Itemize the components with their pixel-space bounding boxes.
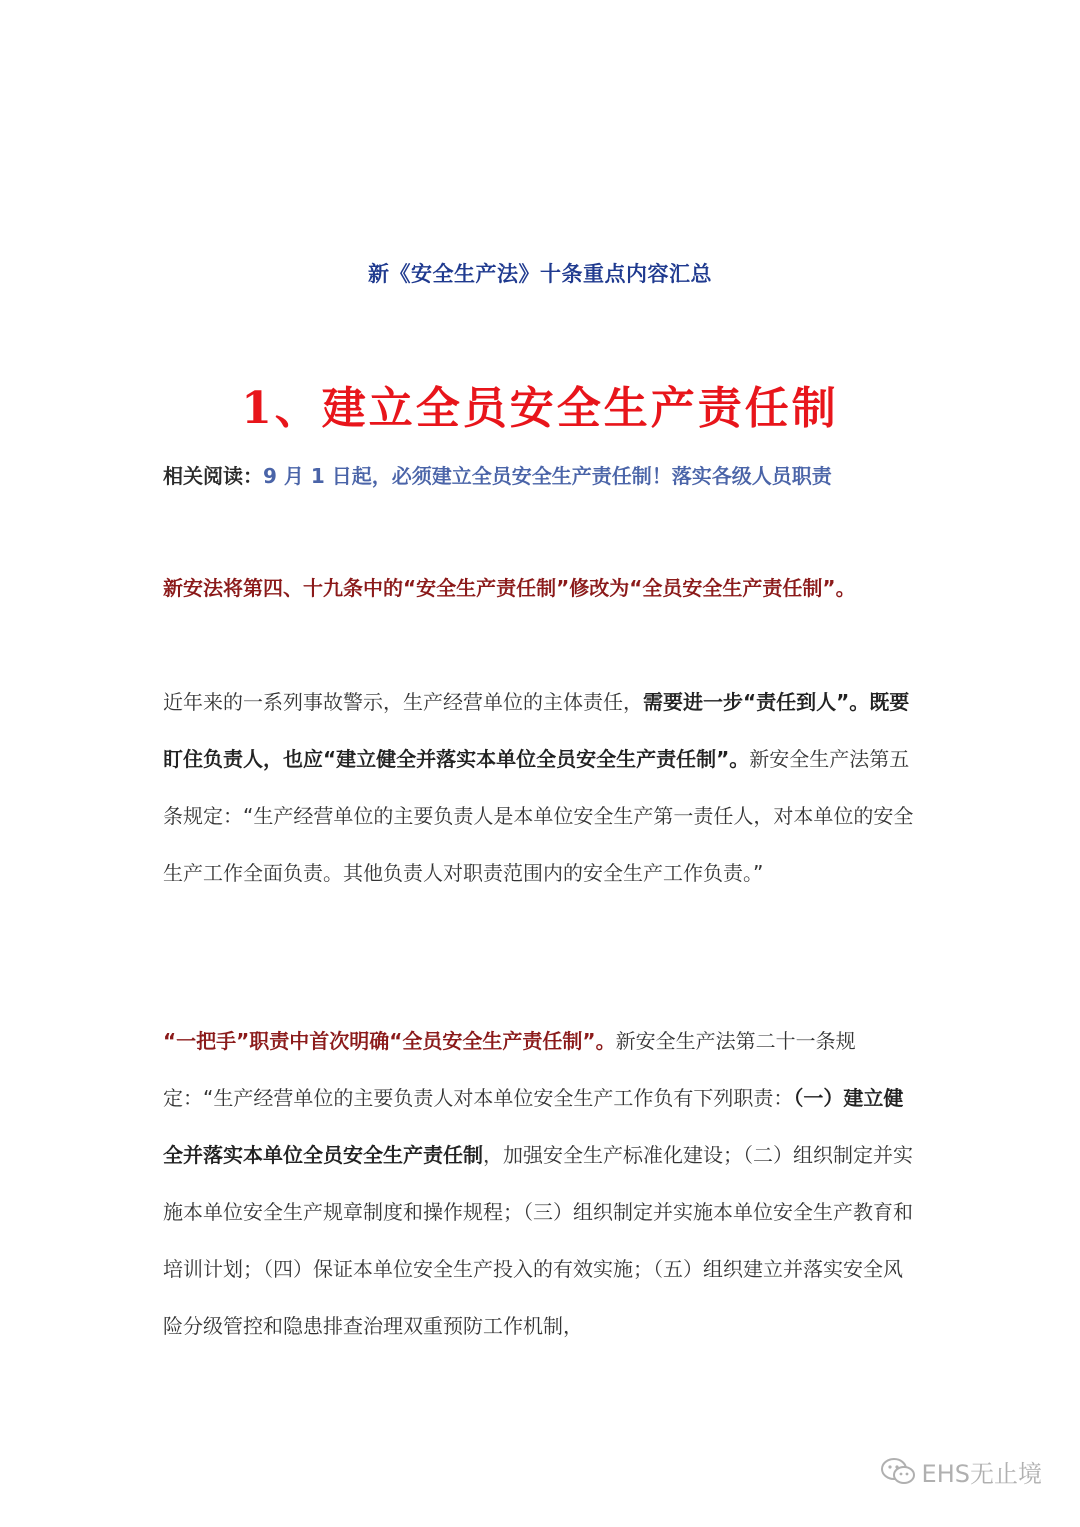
- paragraph-2-text-b: ，加强安全生产标准化建设；（二）组织制定并实施本单位安全生产规章制度和操作规程；（三）组织制定并实施本单位安全生产教育和培训计划；（四）保证本单位安全生产投入的有效实施；（五）组织建立并落实安全风险分级管控和隐患排查治理双重预防工作机制，: [163, 1143, 913, 1338]
- paragraph-2: [163, 1013, 919, 1355]
- paragraph-1-text-b: 新安全生产法第五条规定：“生产经营单位的主要负责人是本单位安全生产第一责任人，对本单位的安全生产工作全面负责。其他负责人对职责范围内的安全生产工作负责。”: [163, 747, 914, 885]
- related-reading-label: 相关阅读：: [163, 464, 263, 488]
- related-reading: [163, 460, 923, 489]
- paragraph-2-text-a: 新安全生产法第二十一条规定：“生产经营单位的主要负责人对本单位安全生产工作负有下列职责：: [163, 1029, 856, 1110]
- paragraph-1-text-a: 近年来的一系列事故警示，生产经营单位的主体责任，: [163, 690, 643, 714]
- paragraph-2-lead: “一把手”职责中首次明确“全员安全生产责任制”。: [163, 1029, 616, 1053]
- paragraph-2-bold: （一）建立健全并落实本单位全员安全生产责任制: [163, 1086, 904, 1167]
- watermark: [880, 1454, 1042, 1489]
- related-reading-link[interactable]: 9 月 1 日起，必须建立全员安全生产责任制！落实各级人员职责: [263, 464, 832, 488]
- paragraph-1-bold: 需要进一步“责任到人”。既要盯住负责人，也应“建立健全并落实本单位全员安全生产责任制”。: [163, 690, 910, 771]
- watermark-text: EHS无止境: [921, 1460, 1042, 1488]
- wechat-icon: [880, 1457, 916, 1487]
- intro-paragraph: 新安法将第四、十九条中的“安全生产责任制”修改为“全员安全生产责任制”。: [163, 576, 856, 600]
- section-heading: 1、建立全员安全生产责任制: [241, 383, 839, 434]
- paragraph-1: [163, 674, 919, 902]
- page-title: 新《安全生产法》十条重点内容汇总: [368, 262, 712, 286]
